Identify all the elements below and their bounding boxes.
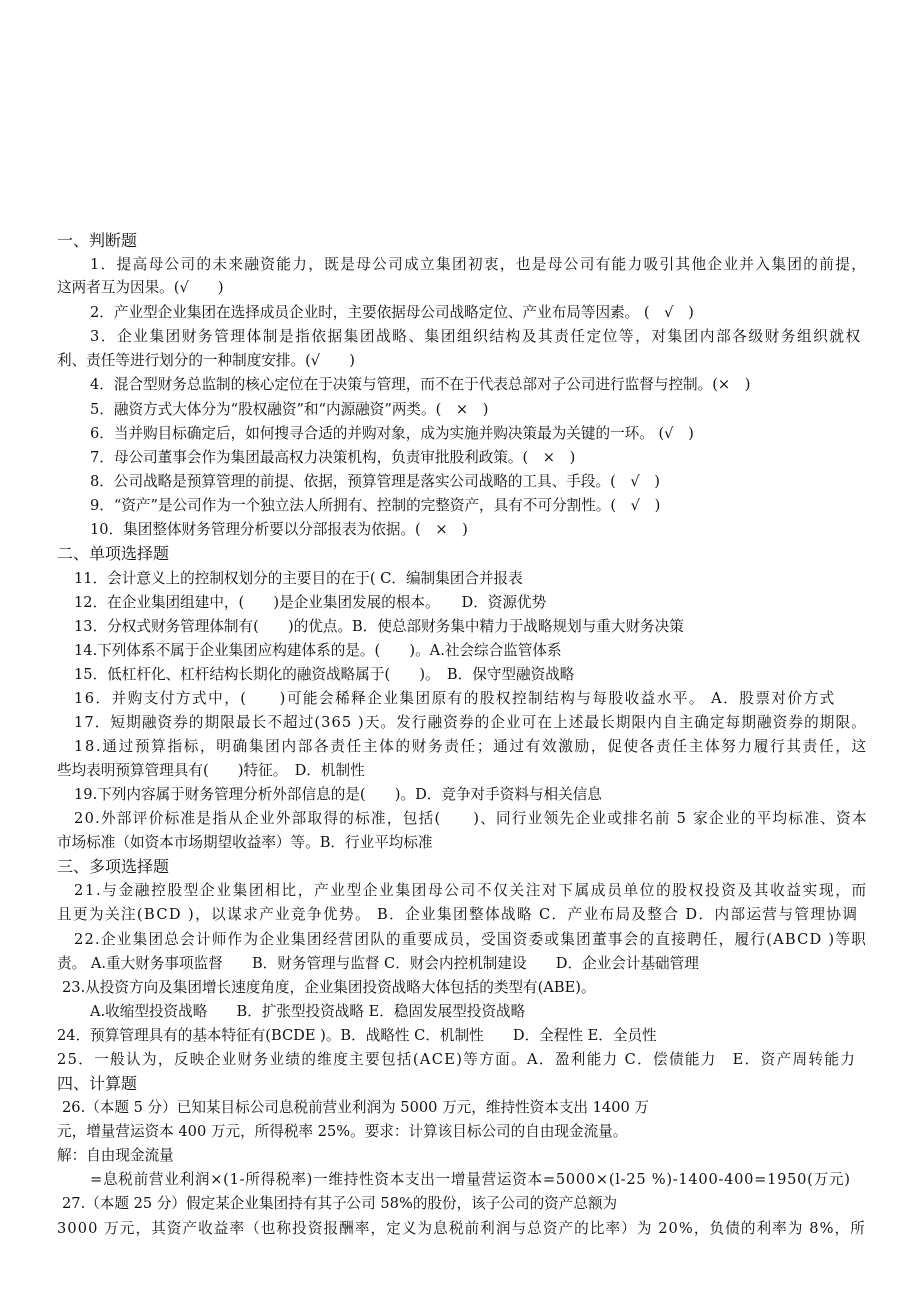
- text-line: 且更为关注(BCD )，以谋求产业竞争优势。 B．企业集团整体战略 C．产业布局及整合 D．内部运营与管理协调: [57, 906, 859, 923]
- text-line: 19.下列内容属于财务管理分析外部信息的是( )。D．竞争对手资料与相关信息: [74, 786, 602, 803]
- text-line: 20.外部评价标准是指从企业外部取得的标准，包括( )、同行业领先企业或排名前 5 家企业的平均标准、资本: [74, 810, 868, 827]
- text-line: 27.（本题 25 分）假定某企业集团持有其子公司 58%的股份，该子公司的资产总额为: [62, 1195, 618, 1212]
- text-line: =息税前营业利润×(1-所得税率)一维持性资本支出一增量营运资本=5000×(l-25 %)-1400-400=1950(万元): [90, 1171, 851, 1188]
- text-line: 4．混合型财务总监制的核心定位在于决策与管理，而不在于代表总部对子公司进行监督与控制。(× ): [90, 376, 751, 393]
- text-line: 24．预算管理具有的基本特征有(BCDE )。B．战略性 C．机制性 D．全程性 E．全员性: [57, 1027, 657, 1044]
- section-heading: 四、计算题: [57, 1074, 138, 1093]
- section-heading: 二、单项选择题: [57, 544, 170, 563]
- text-line: 15．低杠杆化、杠杆结构长期化的融资战略属于( )。 B．保守型融资战略: [74, 666, 575, 683]
- text-line: 3．企业集团财务管理体制是指依据集团战略、集团组织结构及其责任定位等，对集团内部各级财务组织就权: [90, 328, 862, 345]
- text-line: 8．公司战略是预算管理的前提、依据，预算管理是落实公司战略的工具、手段。( √ ): [90, 473, 660, 490]
- text-line: 13．分权式财务管理体制有( )的优点。B．使总部财务集中精力于战略规划与重大财务决策: [74, 618, 684, 635]
- text-line: 22.企业集团总会计师作为企业集团经营团队的重要成员，受国资委或集团董事会的直接聘任，履行(ABCD )等职: [74, 931, 867, 948]
- text-line: 14.下列体系不属于企业集团应构建体系的是。( )。A.社会综合监管体系: [74, 642, 562, 659]
- text-line: 1．提高母公司的未来融资能力，既是母公司成立集团初衷，也是母公司有能力吸引其他企业并入集团的前提，: [90, 256, 868, 273]
- text-line: 23.从投资方向及集团增长速度角度，企业集团投资战略大体包括的类型有(ABE)。: [62, 979, 596, 996]
- text-line: 11．会计意义上的控制权划分的主要目的在于( C．编制集团合并报表: [74, 570, 523, 587]
- text-line: 17．短期融资券的期限最长不超过(365 )天。发行融资券的企业可在上述最长期限内自主确定每期融资券的期限。: [74, 714, 867, 731]
- text-line: 这两者互为因果。(√ ): [57, 279, 224, 296]
- text-line: 6．当并购目标确定后，如何搜寻合适的并购对象，成为实施并购决策最为关键的一环。 (√ ): [90, 425, 694, 442]
- text-line: 12．在企业集团组建中，( )是企业集团发展的根本。 D．资源优势: [74, 594, 547, 611]
- text-line: 21.与金融控股型企业集团相比，产业型企业集团母公司不仅关注对下属成员单位的股权投资及其收益实现，而: [74, 882, 868, 899]
- text-line: 利、责任等进行划分的一种制度安排。(√ ): [57, 352, 355, 369]
- text-line: 16．并购支付方式中，( )可能会稀释企业集团原有的股权控制结构与每股收益水平。 A．股票对价方式: [74, 690, 836, 707]
- text-line: A.收缩型投资战略 B．扩张型投资战略 E．稳固发展型投资战略: [90, 1003, 526, 1020]
- text-line: 9．“资产”是公司作为一个独立法人所拥有、控制的完整资产，具有不可分割性。( √ ): [90, 497, 661, 514]
- text-line: 元，增量营运资本 400 万元，所得税率 25%。要求：计算该目标公司的自由现金流量。: [57, 1123, 628, 1140]
- section-heading: 一、判断题: [57, 231, 138, 250]
- text-line: 10．集团整体财务管理分析要以分部报表为依据。( × ): [90, 521, 468, 538]
- text-line: 解：自由现金流量: [57, 1147, 174, 1164]
- text-line: 18.通过预算指标，明确集团内部各责任主体的财务责任；通过有效激励，促使各责任主体努力履行其责任，这: [74, 738, 868, 755]
- text-line: 7．母公司董事会作为集团最高权力决策机构，负责审批股利政策。( × ): [90, 449, 576, 466]
- text-line: 些均表明预算管理具有( )特征。 D．机制性: [57, 762, 365, 779]
- section-heading: 三、多项选择题: [57, 857, 170, 876]
- text-line: 26.（本题 5 分）已知某目标公司息税前营业利润为 5000 万元，维持性资本支出 1400 万: [62, 1099, 650, 1116]
- text-line: 5．融资方式大体分为“股权融资”和“内源融资”两类。( × ): [90, 401, 489, 418]
- text-line: 市场标准（如资本市场期望收益率）等。B．行业平均标准: [57, 834, 433, 851]
- text-line: 2．产业型企业集团在选择成员企业时，主要依据母公司战略定位、产业布局等因素。 ( √ ): [90, 304, 694, 321]
- text-line: 25．一般认为，反映企业财务业绩的维度主要包括(ACE)等方面。A．盈利能力 C．偿债能力 E．资产周转能力: [57, 1051, 857, 1068]
- text-line: 责。 A.重大财务事项监督 B．财务管理与监督 C．财会内控机制建设 D．企业会计基础管理: [57, 955, 699, 972]
- text-line: 3000 万元，其资产收益率（也称投资报酬率，定义为息税前利润与总资产的比率）为 20%，负债的利率为 8%，所: [57, 1220, 866, 1237]
